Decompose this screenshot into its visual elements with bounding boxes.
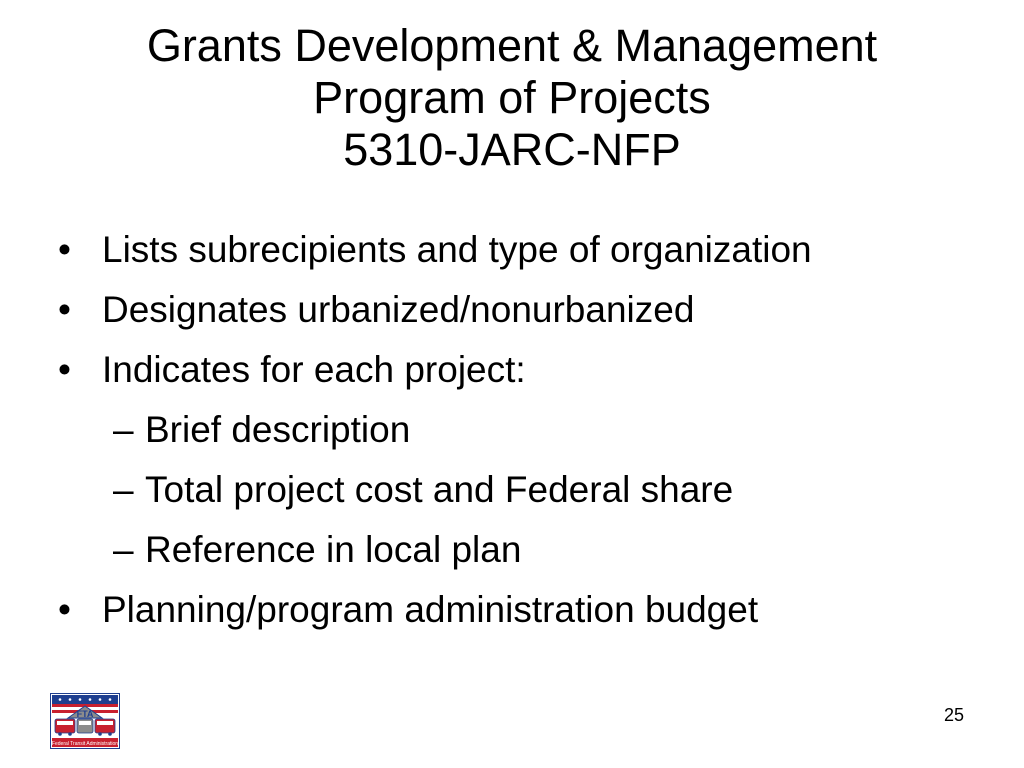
bullet-marker: • [58,289,71,330]
title-line-2: Program of Projects [313,72,711,123]
bullet-text: Indicates for each project: [102,349,526,390]
title-line-1: Grants Development & Management [146,20,878,71]
sub-bullet-item [58,466,958,513]
bullet-text: Lists subrecipients and type of organization [102,229,812,270]
bullet-text: Planning/program administration budget [102,589,759,630]
bullet-list [58,226,958,646]
bullet-item [58,286,958,333]
title-line-3: 5310-JARC-NFP [343,124,681,175]
logo-caption: Federal Transit Administration [51,741,119,747]
dash-marker: – [113,469,134,510]
dash-marker: – [113,529,134,570]
bullet-item [58,226,958,273]
sub-bullet-text: Brief description [145,409,411,450]
slide-title [40,20,984,176]
bullet-marker: • [58,589,71,630]
fta-logo-graphic [50,693,120,749]
sub-bullet-text: Reference in local plan [145,529,522,570]
dash-marker: – [113,409,134,450]
bullet-item [58,346,958,393]
sub-bullet-item [58,406,958,453]
sub-bullet-text: Total project cost and Federal share [145,469,734,510]
sub-bullet-item [58,526,958,573]
page-number: 25 [943,705,964,725]
bullet-marker: • [58,349,71,390]
bullet-marker: • [58,229,71,270]
bullet-item [58,586,958,633]
fta-logo-icon [50,693,120,749]
bullet-text: Designates urbanized/nonurbanized [102,289,695,330]
logo-text: FTA [76,709,94,719]
